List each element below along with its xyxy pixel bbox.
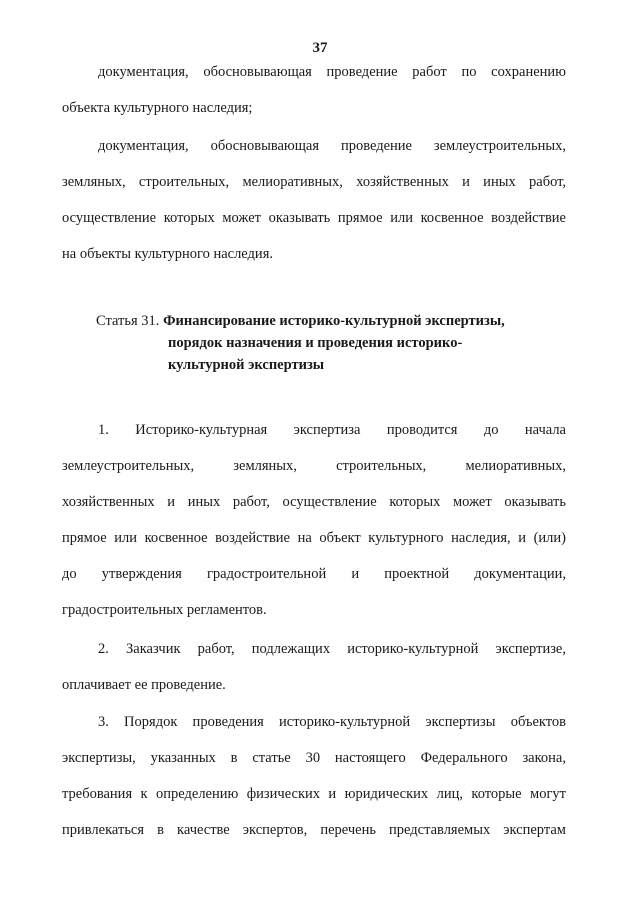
article-heading-line-1 — [96, 310, 505, 332]
text-line: земляных, строительных, мелиоративных, хозяйственных и иных работ, — [62, 174, 566, 190]
text-line: хозяйственных и иных работ, осуществление которых может оказывать — [62, 494, 566, 510]
text-line: привлекаться в качестве экспертов, перечень представляемых экспертам — [62, 822, 566, 838]
article-item-1 — [62, 412, 566, 628]
text-line: оплачивает ее проведение. — [62, 677, 226, 693]
article-item-3 — [62, 704, 566, 848]
text-line: до утверждения градостроительной и проектной документации, — [62, 566, 566, 582]
text-line: требования к определению физических и юридических лиц, которые могут — [62, 786, 566, 802]
top-list-item-2 — [62, 128, 566, 272]
text-line: на объекты культурного наследия. — [62, 246, 273, 262]
article-heading-line-3 — [96, 354, 505, 376]
article-heading — [96, 310, 505, 376]
article-title-line: порядок назначения и проведения историко- — [168, 335, 463, 351]
article-heading-line-2 — [96, 332, 505, 354]
text-line: объекта культурного наследия; — [62, 100, 253, 116]
text-line: экспертизы, указанных в статье 30 настоящего Федерального закона, — [62, 750, 566, 766]
text-line: осуществление которых может оказывать прямое или косвенное воздействие — [62, 210, 566, 226]
page-number: 37 — [312, 40, 328, 56]
text-line: документация, обосновывающая проведение работ по сохранению — [98, 64, 566, 80]
text-line: землеустроительных, земляных, строительных, мелиоративных, — [62, 458, 566, 474]
text-line: 1. Историко-культурная экспертиза проводится до начала — [98, 422, 566, 438]
text-line: прямое или косвенное воздействие на объект культурного наследия, и (или) — [62, 530, 566, 546]
text-line: 3. Порядок проведения историко-культурной экспертизы объектов — [98, 714, 566, 730]
article-prefix: Статья 31. — [96, 313, 160, 329]
article-title-line: Финансирование историко-культурной экспертизы, — [163, 313, 505, 329]
article-item-2 — [62, 631, 566, 703]
text-line: 2. Заказчик работ, подлежащих историко-культурной экспертизе, — [98, 641, 566, 657]
text-line: документация, обосновывающая проведение землеустроительных, — [98, 138, 566, 154]
text-line: градостроительных регламентов. — [62, 602, 267, 618]
article-title-line: культурной экспертизы — [168, 357, 325, 373]
top-list-item-1 — [62, 54, 566, 126]
